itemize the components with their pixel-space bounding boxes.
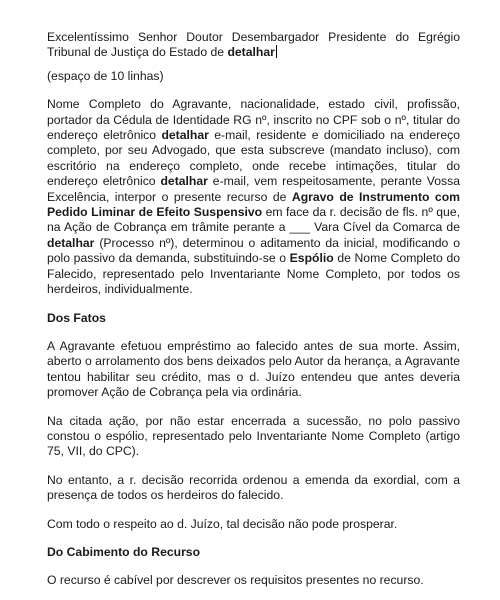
facts-paragraph-4: Com todo o respeito ao d. Juízo, tal decisão não pode prosperar. bbox=[47, 516, 398, 531]
addressee-text: Excelentíssimo Senhor Doutor Desembargador Presidente do Egrégio Tribunal de Justiça do Estado de bbox=[47, 30, 460, 60]
spacer-note: (espaço de 10 linhas) bbox=[47, 68, 164, 83]
addressee-line bbox=[47, 30, 460, 61]
facts-paragraph-2: Na citada ação, por não estar encerrada a sucessão, no polo passivo constou o espólio, representado pelo Inventariante Nome Completo (artigo 75, VII, do CPC). bbox=[47, 413, 460, 459]
intro-text-3: e-mail, vem respeitosamente, perante Vossa Excelência, interpor o presente recurso de bbox=[47, 174, 461, 204]
intro-bold-1: detalhar bbox=[161, 128, 209, 143]
intro-text-5: (Processo nº), determinou o aditamento da inicial, modificando o polo passivo da demanda, substituindo-se o bbox=[47, 235, 460, 266]
cabimento-heading: Do Cabimento do Recurso bbox=[47, 544, 201, 559]
text-cursor bbox=[276, 45, 277, 58]
intro-bold-5: Espólio bbox=[289, 251, 334, 266]
facts-paragraph-3: No entanto, a r. decisão recorrida ordenou a emenda da exordial, com a presença de todos os herdeiros do falecido. bbox=[47, 472, 460, 503]
intro-text-1: Nome Completo do Agravante, nacionalidade, estado civil, profissão, portador da Cédula de Identidade RG nº, inscrito no CPF sob o nº, titular do endereço eletrônico bbox=[47, 97, 460, 143]
intro-paragraph bbox=[47, 97, 460, 297]
intro-text-4: em face da r. decisão de fls. nº que, na Ação de Cobrança em trâmite perante a ___ Vara Cível da Comarca de bbox=[47, 205, 460, 235]
facts-heading: Dos Fatos bbox=[47, 310, 106, 325]
facts-paragraph-1: A Agravante efetuou empréstimo ao falecido antes de sua morte. Assim, aberto o arrolamento dos bens deixados pelo Autor da herança, a Agravante tentou habilitar seu crédito, mas o d. Juízo entendeu que antes deveria promover Ação de Cobrança pela via ordinária. bbox=[47, 338, 460, 400]
intro-bold-3: Agravo de Instrumento com Pedido Liminar de Efeito Suspensivo bbox=[47, 189, 460, 220]
intro-text-2: e-mail, residente e domiciliado na endereço completo, por seu Advogado, que esta subscreve (mandato incluso), com escritório na endereço completo, onde recebe intimações, titular do endereço eletrônico bbox=[47, 128, 460, 189]
addressee-state: detalhar bbox=[227, 45, 275, 60]
cabimento-paragraph: O recurso é cabível por descrever os requisitos presentes no recurso. bbox=[47, 573, 424, 588]
intro-bold-2: detalhar bbox=[160, 174, 208, 189]
document-page bbox=[47, 30, 460, 589]
intro-text-6: de Nome Completo do Falecido, representado pelo Inventariante Nome Completo, por todos os herdeiros, individualmente. bbox=[47, 251, 460, 297]
intro-bold-4: detalhar bbox=[47, 235, 95, 250]
